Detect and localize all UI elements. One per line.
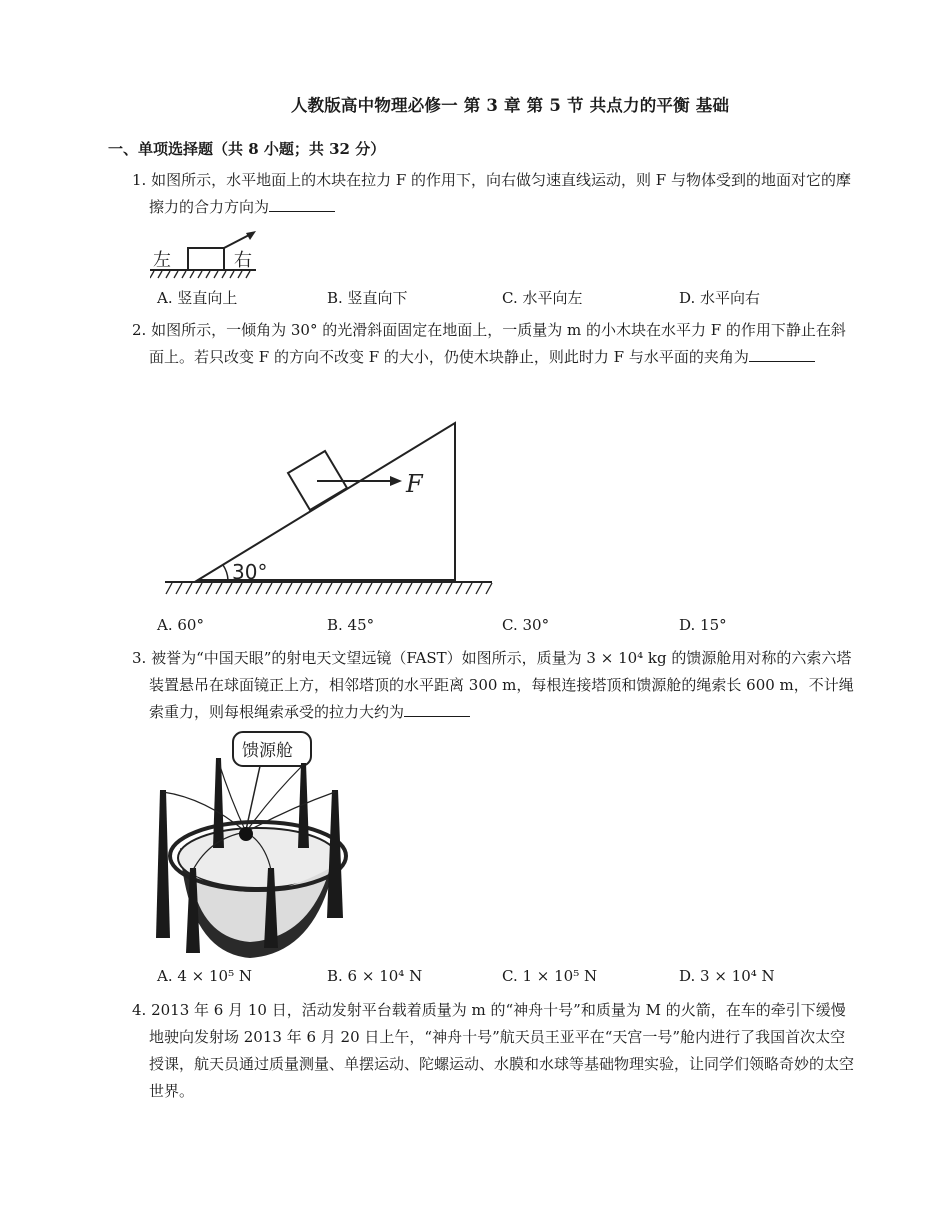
q1-options	[157, 287, 857, 309]
question-1	[132, 167, 859, 221]
option-b[interactable]: B. 6 × 10⁴ N	[327, 967, 423, 985]
block-force-figure	[150, 230, 260, 280]
question-text: 2013 年 6 月 10 日，活动发射平台载着质量为 m 的“神舟十号”和质量为 M 的火箭，在车的牵引下缓慢地驶向发射场 2013 年 6 月 20 日上午，“神舟十号”航天员王亚平在“天宫一号”舱内进行了我国首次太空授课，航天员通过质量测量、单摆运动、陀螺运动、水膜和水球等基础物理实验，让同学们领略奇妙的太空世界。	[149, 1001, 855, 1100]
angle-label: 30°	[232, 560, 268, 584]
left-label: 左	[153, 250, 171, 271]
question-text: 如图所示，一倾角为 30° 的光滑斜面固定在地面上，一质量为 m 的小木块在水平力 F 的作用下静止在斜面上。若只改变 F 的方向不改变 F 的大小，仍使木块静止，则此时力 F 与水平面的夹角为	[149, 321, 846, 366]
question-number: 4.	[132, 1001, 147, 1019]
answer-blank	[404, 701, 470, 717]
question-4	[132, 997, 859, 1105]
option-d[interactable]: D. 15°	[679, 616, 727, 634]
answer-blank	[749, 346, 815, 362]
right-label: 右	[234, 250, 252, 271]
option-d[interactable]: D. 3 × 10⁴ N	[679, 967, 775, 985]
option-a[interactable]: A. 60°	[157, 616, 204, 634]
option-b[interactable]: B. 竖直向下	[327, 289, 408, 307]
page-title: 人教版高中物理必修一 第 3 章 第 5 节 共点力的平衡 基础	[290, 96, 730, 115]
question-number: 1.	[132, 171, 147, 189]
incline-figure	[160, 418, 500, 602]
question-number: 2.	[132, 321, 147, 339]
question-text: 被誉为“中国天眼”的射电天文望远镜（FAST）如图所示，质量为 3 × 10⁴ kg 的馈源舱用对称的六索六塔装置悬吊在球面镜正上方，相邻塔顶的水平距离 300 m，每根连接塔顶和馈源舱的绳索长 600 m，不计绳索重力，则每根绳索承受的拉力大约为	[149, 649, 854, 721]
question-3	[132, 645, 859, 726]
option-b[interactable]: B. 45°	[327, 616, 375, 634]
force-label: F	[406, 470, 423, 498]
q3-options	[157, 967, 857, 989]
option-c[interactable]: C. 水平向左	[502, 289, 583, 307]
question-number: 3.	[132, 649, 147, 667]
section-heading: 一、单项选择题（共 8 小题；共 32 分）	[108, 140, 386, 158]
answer-blank	[269, 196, 335, 212]
cabin-label: 馈源舱	[242, 741, 293, 761]
q2-options	[157, 616, 857, 638]
option-c[interactable]: C. 1 × 10⁵ N	[502, 967, 598, 985]
option-d[interactable]: D. 水平向右	[679, 289, 761, 307]
option-c[interactable]: C. 30°	[502, 616, 550, 634]
fast-telescope-figure	[150, 728, 350, 964]
option-a[interactable]: A. 竖直向上	[157, 289, 238, 307]
option-a[interactable]: A. 4 × 10⁵ N	[157, 967, 253, 985]
question-text: 如图所示，水平地面上的木块在拉力 F 的作用下，向右做匀速直线运动，则 F 与物体受到的地面对它的摩擦力的合力方向为	[149, 171, 851, 216]
question-2	[132, 317, 859, 371]
